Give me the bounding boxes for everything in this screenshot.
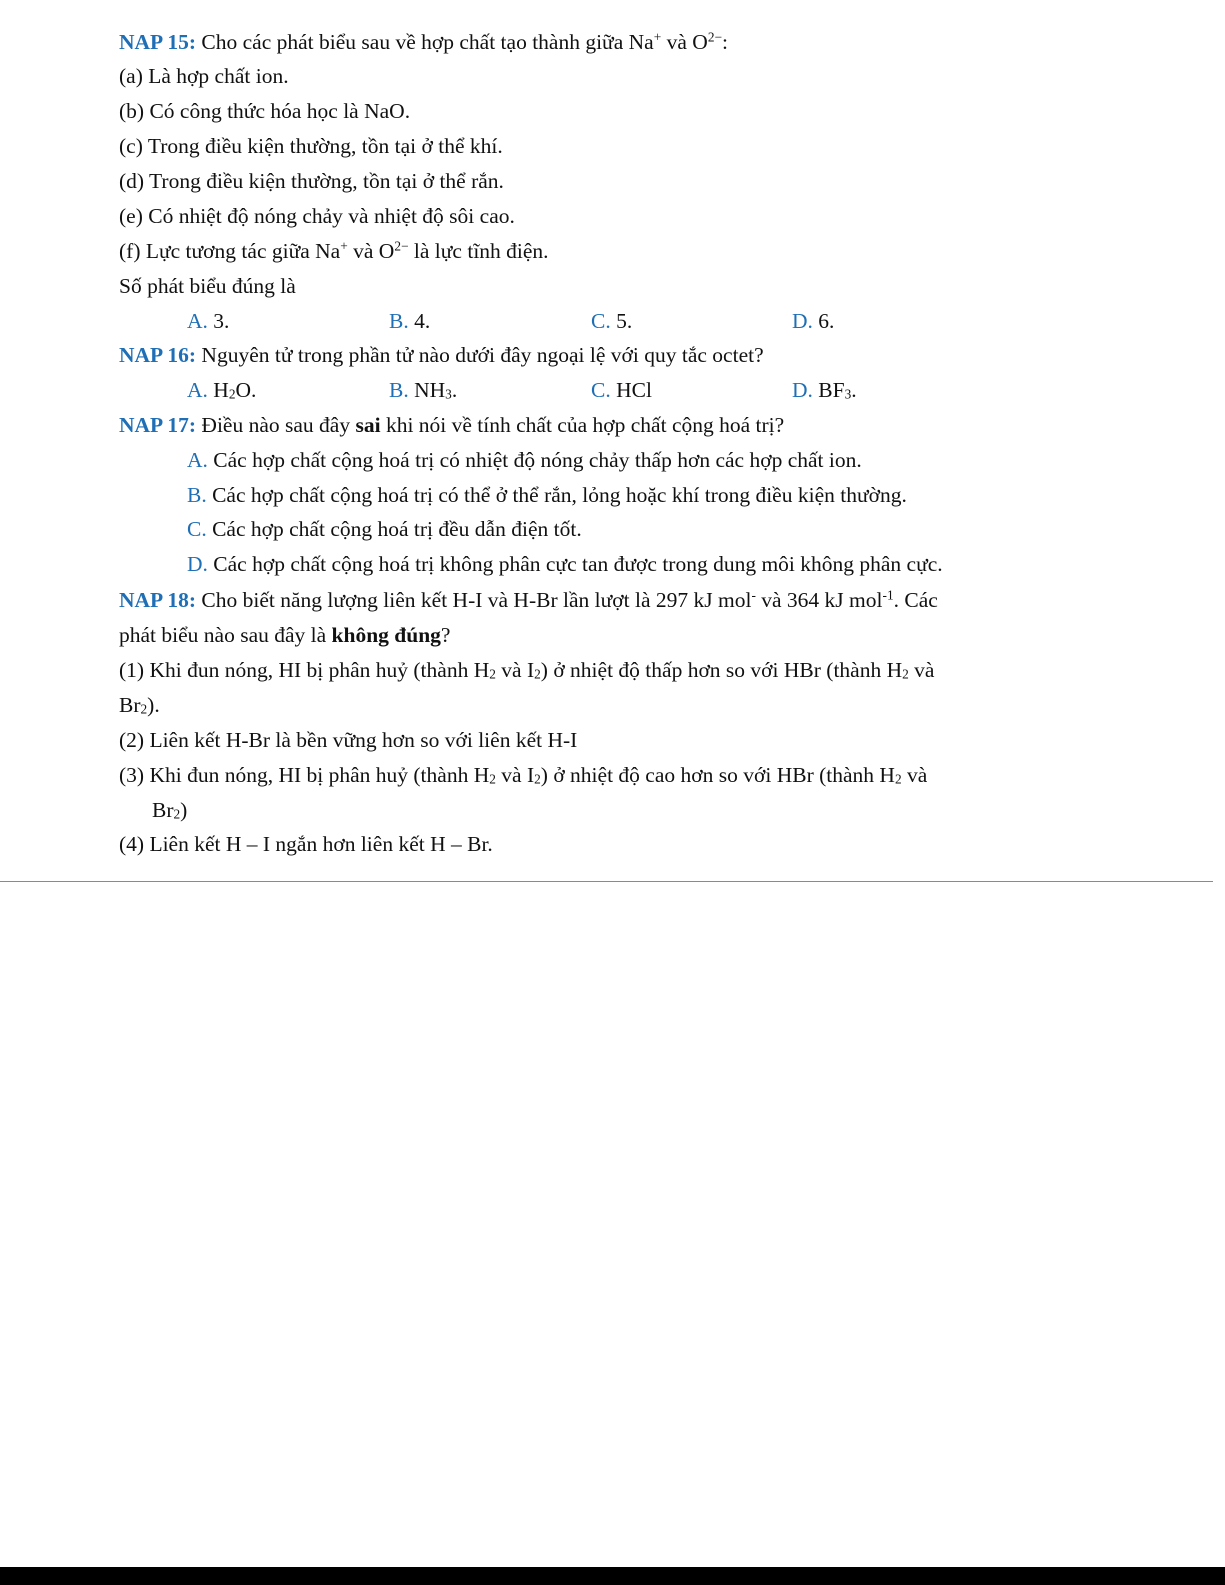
option-d[interactable]: D. Các hợp chất cộng hoá trị không phân cực tan được trong dung môi không phân cực.: [187, 552, 943, 576]
statement-f: (f) Lực tương tác giữa Na+ và $O^{2-}$ là lực tĩnh điện.: [119, 238, 549, 263]
statement-4: (4) Liên kết H – I ngắn hơn liên kết H – Br.: [119, 832, 493, 856]
question-18-stem: NAP 18: Cho biết năng lượng liên kết H-I và H-Br lần lượt là 297 kJ mol- và 364 kJ mol$^{-1}$. Các: [119, 587, 938, 612]
question-15-label: NAP 15:: [119, 30, 197, 54]
statement-1-cont: $Br_2$).: [119, 693, 160, 717]
option-d[interactable]: D. $BF_3$.: [792, 378, 857, 402]
option-b[interactable]: B. 4.: [389, 309, 431, 333]
question-15-stem: NAP 15: Cho các phát biểu sau về hợp chất tạo thành giữa Na+ và $O^{2-}$:: [119, 29, 728, 54]
question-18-stem-cont: phát biểu nào sau đây là không đúng?: [119, 623, 451, 647]
option-d[interactable]: D. 6.: [792, 309, 835, 333]
question-16-stem: NAP 16: Nguyên tử trong phần tử nào dưới đây ngoại lệ với quy tắc octet?: [119, 343, 764, 367]
statement-1: (1) Khi đun nóng, HI bị phân huỷ (thành $H_2$ và $I_2$) ở nhiệt độ thấp hơn so với HBr (thành $H_2$ và: [119, 658, 935, 682]
option-c[interactable]: C. Các hợp chất cộng hoá trị đều dẫn điện tốt.: [187, 517, 582, 541]
statement-2: (2) Liên kết H-Br là bền vững hơn so với liên kết H-I: [119, 728, 578, 752]
option-a[interactable]: A. 3.: [187, 309, 230, 333]
statement-3: (3) Khi đun nóng, HI bị phân huỷ (thành $H_2$ và $I_2$) ở nhiệt độ cao hơn so với HBr (thành $H_2$ và: [119, 763, 928, 787]
question-17-label: NAP 17:: [119, 413, 197, 437]
option-a[interactable]: A. Các hợp chất cộng hoá trị có nhiệt độ nóng chảy thấp hơn các hợp chất ion.: [187, 448, 862, 472]
question-18-label: NAP 18:: [119, 588, 197, 612]
page-divider: [0, 881, 1213, 882]
bottom-edge-bar: [0, 1567, 1225, 1585]
question-15-prompt: Số phát biểu đúng là: [119, 274, 296, 298]
question-17-stem: NAP 17: Điều nào sau đây sai khi nói về tính chất của hợp chất cộng hoá trị?: [119, 413, 785, 437]
statement-e: (e) Có nhiệt độ nóng chảy và nhiệt độ sôi cao.: [119, 204, 515, 228]
statement-b: (b) Có công thức hóa học là NaO.: [119, 99, 411, 123]
option-c[interactable]: C. 5.: [591, 309, 633, 333]
question-16-label: NAP 16:: [119, 343, 197, 367]
option-b[interactable]: B. $NH_3$.: [389, 378, 458, 402]
option-b[interactable]: B. Các hợp chất cộng hoá trị có thể ở thể rắn, lỏng hoặc khí trong điều kiện thường.: [187, 483, 907, 507]
statement-c: (c) Trong điều kiện thường, tồn tại ở thể khí.: [119, 134, 503, 158]
statement-3-cont: $Br_2$): [152, 798, 188, 822]
option-c[interactable]: C. HCl: [591, 378, 652, 402]
statement-d: (d) Trong điều kiện thường, tồn tại ở thể rắn.: [119, 169, 504, 193]
statement-a: (a) Là hợp chất ion.: [119, 64, 289, 88]
option-a[interactable]: A. $H_2O$.: [187, 378, 257, 402]
